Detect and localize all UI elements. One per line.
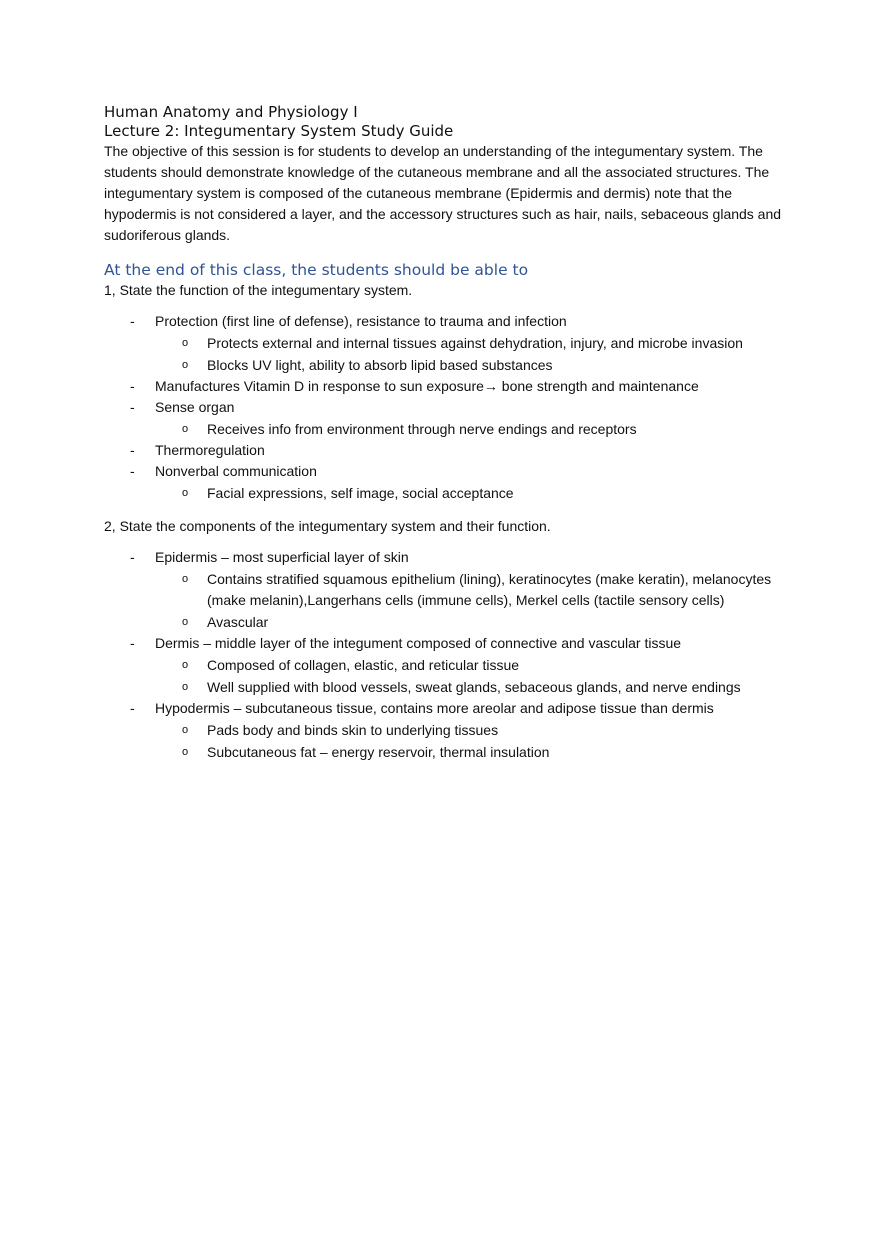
q1-list (104, 311, 784, 504)
list-item (104, 440, 784, 461)
sub-list (155, 720, 784, 763)
sub-list-item-label: Facial expressions, self image, social acceptance (207, 485, 514, 501)
circle-bullet: o (182, 659, 189, 671)
dash-bullet: - (130, 399, 135, 415)
sub-list-item (155, 569, 784, 611)
question-2: 2, State the components of the integumentary system and their function. (104, 518, 551, 534)
circle-bullet: o (182, 423, 189, 435)
sub-list-item (155, 483, 784, 504)
sub-list-item (155, 419, 784, 440)
intro-paragraph: The objective of this session is for students to develop an understanding of the integumentary system. The students should demonstrate knowledge of the cutaneous membrane and all the associated structures. The integumentary system is composed of the cutaneous membrane (Epidermis and dermis) note that the hypodermis is not considered a layer, and the accessory structures such as hair, nails, sebaceous glands and sudoriferous glands. (104, 143, 782, 243)
sub-list-item-label: Receives info from environment through nerve endings and receptors (207, 421, 637, 437)
sub-list-item-label: Subcutaneous fat – energy reservoir, thermal insulation (207, 744, 550, 760)
sub-list-item (155, 720, 784, 741)
circle-bullet: o (182, 746, 189, 758)
sub-list-item (155, 677, 784, 698)
list-item (104, 547, 784, 633)
q2-list (104, 547, 784, 763)
list-item-label: Sense organ (155, 399, 235, 415)
course-title: Human Anatomy and Physiology I (104, 103, 358, 121)
dash-bullet: - (130, 313, 135, 329)
sub-list (155, 655, 784, 698)
sub-list-item (155, 742, 784, 763)
sub-list-item-label: Composed of collagen, elastic, and reticular tissue (207, 657, 520, 673)
list-item-label: Hypodermis – subcutaneous tissue, contains more areolar and adipose tissue than dermis (155, 700, 714, 716)
right-arrow-icon: → (483, 378, 498, 394)
lecture-title: Lecture 2: Integumentary System Study Guide (104, 122, 454, 140)
sub-list (155, 569, 784, 633)
list-item (104, 376, 784, 397)
sub-list-item-label: Well supplied with blood vessels, sweat glands, sebaceous glands, and nerve endings (207, 679, 741, 695)
circle-bullet: o (182, 337, 189, 349)
list-item-label: Protection (first line of defense), resistance to trauma and infection (155, 313, 567, 329)
circle-bullet: o (182, 616, 189, 628)
circle-bullet: o (182, 359, 189, 371)
document-page (104, 103, 784, 763)
dash-bullet: - (130, 635, 135, 651)
dash-bullet: - (130, 442, 135, 458)
list-item (104, 397, 784, 440)
circle-bullet: o (182, 724, 189, 736)
list-item-label: Nonverbal communication (155, 463, 317, 479)
list-item (104, 633, 784, 698)
list-item (104, 311, 784, 376)
list-item-label: Epidermis – most superficial layer of skin (155, 549, 409, 565)
sub-list-item (155, 612, 784, 633)
circle-bullet: o (182, 487, 189, 499)
list-item (104, 461, 784, 504)
dash-bullet: - (130, 549, 135, 565)
sub-list (155, 419, 784, 440)
list-item-label-continued: bone strength and maintenance (497, 378, 699, 394)
question-1: 1, State the function of the integumentary system. (104, 282, 413, 298)
sub-list-item-label: Avascular (207, 614, 269, 630)
circle-bullet: o (182, 681, 189, 693)
list-item-label: Thermoregulation (155, 442, 265, 458)
list-item (104, 698, 784, 763)
sub-list-item (155, 355, 784, 376)
dash-bullet: - (130, 378, 135, 394)
sub-list-item (155, 655, 784, 676)
sub-list-item (155, 333, 784, 354)
sub-list-item-label: Protects external and internal tissues against dehydration, injury, and microbe invasion (207, 335, 743, 351)
list-item-label: Manufactures Vitamin D in response to sun exposure (155, 378, 484, 394)
sub-list-item-label: Pads body and binds skin to underlying tissues (207, 722, 499, 738)
sub-list-item-label: Contains stratified squamous epithelium (lining), keratinocytes (make keratin), melanocytes (make melanin),Langerhans cells (immune cells), Merkel cells (tactile sensory cells) (207, 571, 772, 608)
dash-bullet: - (130, 463, 135, 479)
list-item-label: Dermis – middle layer of the integument composed of connective and vascular tissue (155, 635, 682, 651)
objectives-heading: At the end of this class, the students should be able to (104, 261, 529, 279)
dash-bullet: - (130, 700, 135, 716)
sub-list (155, 483, 784, 504)
sub-list-item-label: Blocks UV light, ability to absorb lipid based substances (207, 357, 553, 373)
sub-list (155, 333, 784, 376)
circle-bullet: o (182, 573, 189, 585)
